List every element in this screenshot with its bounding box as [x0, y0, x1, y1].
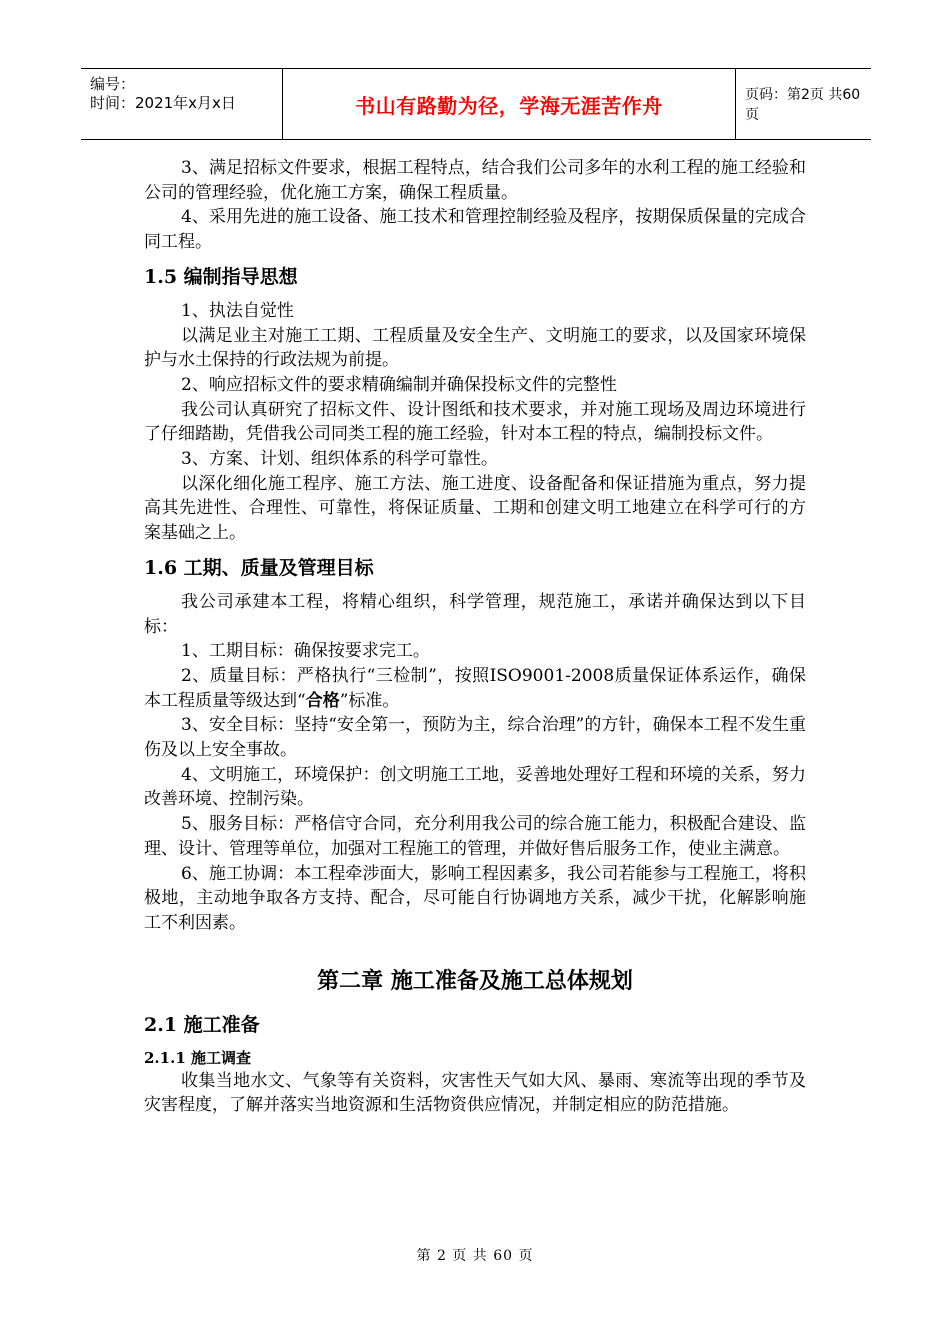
section-heading-1-5: 1.5 编制指导思想	[144, 265, 298, 288]
paragraph: 3、满足招标文件要求，根据工程特点，结合我们公司多年的水利工程的施工经验和公司的管理经验，优化施工方案，确保工程质量。	[144, 158, 806, 203]
paragraph: 1、执法自觉性	[181, 300, 294, 321]
page-header	[81, 68, 871, 140]
header-page-info: 页码：第2页 共60页	[745, 87, 861, 123]
quality-target-end: ”标准。	[339, 690, 400, 711]
paragraph: 以深化细化施工程序、施工方法、施工进度、设备配备和保证措施为重点，努力提高其先进性、合理性、可靠性，将保证质量、工期和创建文明工地建立在科学可行的方案基础之上。	[144, 473, 806, 544]
chapter-heading: 第二章 施工准备及施工总体规划	[317, 967, 633, 994]
header-motto: 书山有路勤为径，学海无涯苦作舟	[355, 93, 663, 118]
quality-grade: 合格	[305, 690, 340, 711]
paragraph: 我公司认真研究了招标文件、设计图纸和技术要求，并对施工现场及周边环境进行了仔细踏勘，凭借我公司同类工程的施工经验，针对本工程的特点，编制投标文件。	[144, 399, 806, 445]
section-heading-2-1: 2.1 施工准备	[144, 1013, 260, 1036]
paragraph: 3、安全目标：坚持“安全第一，预防为主，综合治理”的方针，确保本工程不发生重伤及以上安全事故。	[144, 715, 806, 761]
paragraph	[144, 664, 806, 713]
paragraph: 1、工期目标：确保按要求完工。	[181, 641, 430, 662]
document-code-label: 编号：	[90, 75, 136, 93]
paragraph: 4、采用先进的施工设备、施工技术和管理控制经验及程序，按期保质保量的完成合同工程。	[144, 207, 806, 253]
header-meta	[81, 69, 282, 139]
paragraph: 以满足业主对施工工期、工程质量及安全生产、文明施工的要求，以及国家环境保护与水土保持的行政法规为前提。	[144, 325, 806, 371]
paragraph: 收集当地水文、气象等有关资料，灾害性天气如大风、暴雨、寒流等出现的季节及灾害程度，了解并落实当地资源和生活物资供应情况，并制定相应的防范措施。	[144, 1070, 806, 1116]
subsection-heading-2-1-1: 2.1.1 施工调查	[144, 1048, 251, 1067]
document-date: 时间：2021年x月x日	[90, 94, 236, 112]
paragraph: 6、施工协调：本工程牵涉面大，影响工程因素多，我公司若能参与工程施工，将积极地，主动地争取各方支持、配合，尽可能自行协调地方关系，减少干扰，化解影响施工不利因素。	[144, 863, 806, 933]
document-body	[144, 156, 806, 1118]
paragraph: 4、文明施工，环境保护：创文明施工工地，妥善地处理好工程和环境的关系，努力改善环境、控制污染。	[144, 764, 806, 810]
page-footer: 第 2 页 共 60 页	[416, 1248, 534, 1264]
paragraph: 5、服务目标：严格信守合同，充分利用我公司的综合施工能力，积极配合建设、监理、设计、管理等单位，加强对工程施工的管理，并做好售后服务工作，使业主满意。	[144, 814, 806, 859]
paragraph: 3、方案、计划、组织体系的科学可靠性。	[181, 449, 498, 470]
paragraph: 我公司承建本工程，将精心组织，科学管理，规范施工，承诺并确保达到以下目标：	[144, 591, 806, 637]
header-motto-cell	[282, 69, 736, 139]
paragraph: 2、响应招标文件的要求精确编制并确保投标文件的完整性	[181, 374, 617, 395]
section-heading-1-6: 1.6 工期、质量及管理目标	[144, 556, 374, 579]
quality-target-text: 2、质量目标：严格执行“三检制”，按照ISO9001-2008质量保证体系运作，确保本工程质量等级达到“	[144, 665, 806, 711]
